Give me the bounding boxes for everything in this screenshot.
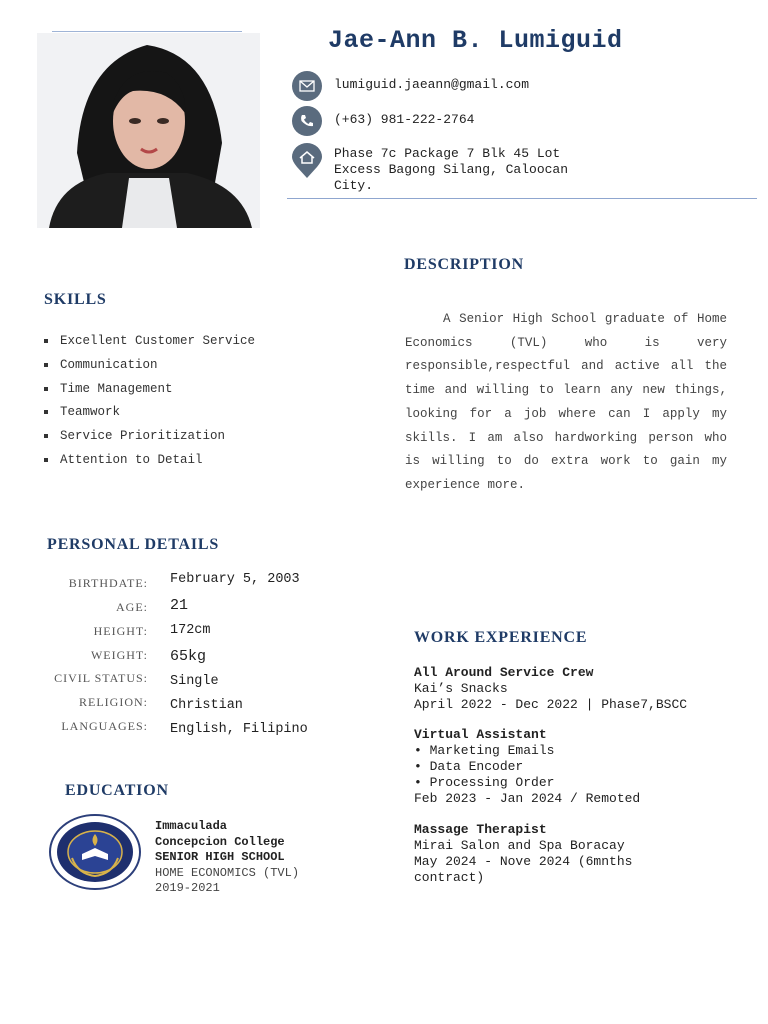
phone-icon xyxy=(292,106,322,136)
job-line: • Marketing Emails xyxy=(414,743,555,758)
skill-item: Time Management xyxy=(44,380,255,404)
skills-list xyxy=(44,332,255,475)
personal-details-heading: PERSONAL DETAILS xyxy=(47,536,220,553)
birthdate-value: February 5, 2003 xyxy=(170,572,300,587)
school-name-line: Immaculada xyxy=(155,819,228,833)
work-experience-heading: WORK EXPERIENCE xyxy=(414,629,588,646)
bullet-icon xyxy=(44,410,48,414)
skills-heading: SKILLS xyxy=(44,291,107,308)
address-line: Excess Bagong Silang, Caloocan xyxy=(334,162,569,177)
header-divider xyxy=(287,198,757,199)
bullet-icon xyxy=(44,363,48,367)
address-text xyxy=(334,146,568,194)
job-entry xyxy=(414,727,640,807)
address-line: City. xyxy=(334,178,374,193)
skill-item: Communication xyxy=(44,356,255,380)
languages-label: LANGUAGES: xyxy=(61,719,148,733)
job-role: Virtual Assistant xyxy=(414,727,547,742)
age-value: 21 xyxy=(170,597,189,614)
education-strand: HOME ECONOMICS (TVL) xyxy=(155,865,300,880)
religion-label: RELIGION: xyxy=(79,695,148,709)
email-text[interactable]: lumiguid.jaeann@gmail.com xyxy=(334,77,530,92)
bullet-icon xyxy=(44,387,48,391)
profile-photo-illustration xyxy=(37,33,260,228)
skill-item: Teamwork xyxy=(44,403,255,427)
school-name-line: Concepcion College xyxy=(155,834,285,849)
job-line: Mirai Salon and Spa Boracay xyxy=(414,838,625,853)
job-line: April 2022 - Dec 2022 | Phase7,BSCC xyxy=(414,697,688,712)
job-line: contract) xyxy=(414,870,485,885)
home-location-icon xyxy=(292,143,322,179)
job-role: All Around Service Crew xyxy=(414,665,594,680)
job-line: Kai’s Snacks xyxy=(414,681,508,696)
height-label: HEIGHT: xyxy=(93,624,148,638)
candidate-name: Jae-Ann B. Lumiguid xyxy=(328,26,623,55)
job-entry xyxy=(414,822,632,886)
phone-text[interactable]: (+63) 981-222-2764 xyxy=(334,112,475,127)
job-entry xyxy=(414,665,687,713)
skill-item: Service Prioritization xyxy=(44,427,255,451)
bullet-icon xyxy=(44,434,48,438)
education-years: 2019-2021 xyxy=(155,881,220,895)
languages-value: English, Filipino xyxy=(170,722,308,737)
weight-label: WEIGHT: xyxy=(90,648,148,662)
skill-item: Excellent Customer Service xyxy=(44,332,255,356)
address-line: Phase 7c Package 7 Blk 45 Lot xyxy=(334,146,561,161)
weight-value: 65kg xyxy=(170,648,207,665)
description-heading: DESCRIPTION xyxy=(404,256,524,273)
school-seal-logo xyxy=(48,814,142,890)
religion-value: Christian xyxy=(170,698,243,713)
civil-status-value: Single xyxy=(170,674,219,689)
bullet-icon xyxy=(44,339,48,343)
civil-status-label: CIVIL STATUS: xyxy=(54,671,148,685)
skill-item: Attention to Detail xyxy=(44,451,255,475)
job-line: • Data Encoder xyxy=(414,759,524,774)
envelope-icon xyxy=(292,71,322,101)
description-text: A Senior High School graduate of Home Economics (TVL) who is very responsible,respectful and active all the time and willing to learn any new things, looking for a job where can I apply my skills. I am also hardworking person who is willing to do extra work to gain my experience more. xyxy=(405,312,727,492)
age-label: AGE: xyxy=(116,600,148,614)
birthdate-label: BIRTHDATE: xyxy=(68,576,148,590)
profile-photo xyxy=(37,33,260,228)
education-heading: EDUCATION xyxy=(65,782,169,799)
bullet-icon xyxy=(44,458,48,462)
height-value: 172cm xyxy=(170,623,211,638)
job-role: Massage Therapist xyxy=(414,822,547,837)
photo-top-line xyxy=(52,31,242,32)
job-line: • Processing Order xyxy=(414,775,555,790)
job-line: May 2024 - Nove 2024 (6mnths xyxy=(414,854,633,869)
education-details xyxy=(155,819,299,897)
job-line: Feb 2023 - Jan 2024 / Remoted xyxy=(414,791,641,806)
education-level: SENIOR HIGH SCHOOL xyxy=(155,850,285,864)
